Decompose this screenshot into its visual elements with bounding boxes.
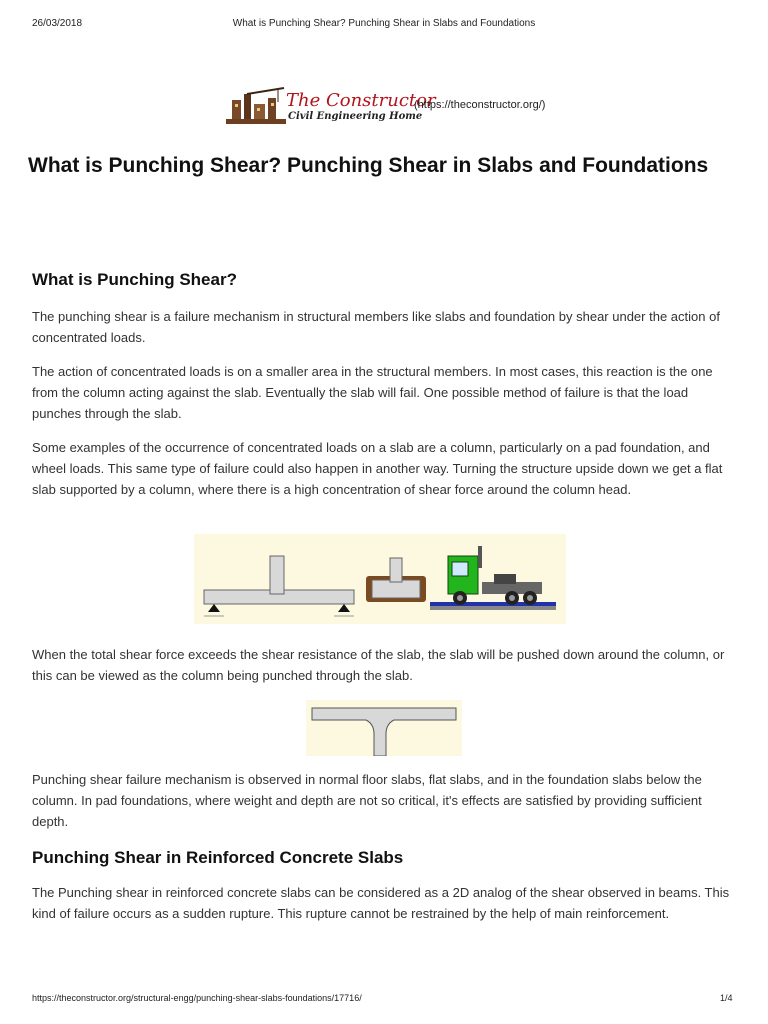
section-heading-punching-shear-rc-slabs: Punching Shear in Reinforced Concrete Slabs [32,848,404,867]
site-logo[interactable] [226,86,556,126]
paragraph-6: The Punching shear in reinforced concrete slabs can be considered as a 2D analog of the shear observed in beams. This kind of failure occurs as a sudden rupture. This rupture cannot be restrained by the help of main reinforcement. [32,885,730,921]
footer-url: https://theconstructor.org/structural-engg/punching-shear-slabs-foundations/17716/ [32,993,362,1003]
flat-slab-column-head-diagram [306,700,462,756]
paragraph-4: When the total shear force exceeds the shear resistance of the slab, the slab will be pushed down around the column, or this can be viewed as the column being punched through the slab. [32,647,725,683]
print-page-title: What is Punching Shear? Punching Shear in Slabs and Foundations [232,18,536,29]
section-heading-what-is-punching-shear: What is Punching Shear? [32,270,237,289]
page-number: 1/4 [720,993,733,1003]
logo-url-link[interactable]: (https://theconstructor.org/) [414,99,546,111]
page-title: What is Punching Shear? Punching Shear in Slabs and Foundations [28,154,709,177]
print-date: 26/03/2018 [32,18,83,29]
paragraph-3: Some examples of the occurrence of concentrated loads on a slab are a column, particularly on a pad foundation, and wheel loads. This same type of failure could also happen in another way. Turning the structure upside down we get a flat slab supported by a column, where there is a high concentration of shear force around the column head. [32,440,723,497]
paragraph-1: The punching shear is a failure mechanism in structural members like slabs and foundation by shear under the action of concentrated loads. [32,309,720,345]
logo-tagline: Civil Engineering Home [288,111,423,122]
paragraph-2: The action of concentrated loads is on a smaller area in the structural members. In most cases, this reaction is the one from the column acting against the slab. Eventually the slab will fail. One possible method of failure is that the load punches through the slab. [32,364,713,421]
logo-name: The Constructor [286,90,436,111]
concentrated-load-examples-diagram [194,534,566,624]
paragraph-5: Punching shear failure mechanism is observed in normal floor slabs, flat slabs, and in the foundation slabs below the column. In pad foundations, where weight and depth are not so critical, it's effects are satisfied by providing sufficient depth. [32,772,702,829]
construction-crane-icon [226,86,286,124]
